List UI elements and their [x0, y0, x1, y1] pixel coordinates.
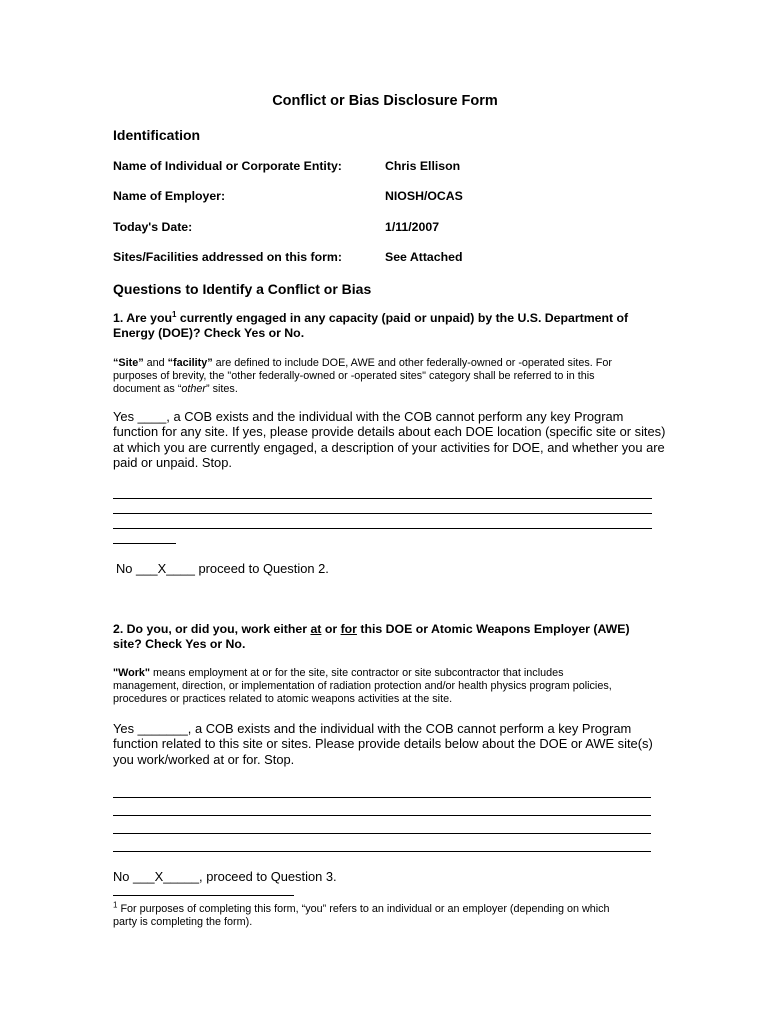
q1-answer-line-3[interactable]	[113, 528, 652, 529]
field-value-name: Chris Ellison	[385, 159, 461, 173]
field-label-date: Today's Date:	[113, 220, 193, 234]
q1-answer-line-1[interactable]	[113, 498, 652, 499]
q1-answer-line-2[interactable]	[113, 513, 652, 514]
field-label-employer: Name of Employer:	[113, 189, 226, 203]
footnote: $^1$ For purposes of completing this form, “you” refers to an individual or an employer (depending on which party is completing the form).	[113, 900, 610, 929]
q2-no-option: No ___X_____, proceed to Question 3.	[113, 869, 337, 884]
field-value-employer: NIOSH/OCAS	[385, 189, 463, 203]
question-1-line-1: 1. Are you$^1$ currently engaged in any capacity (paid or unpaid) by the U.S. Department of	[113, 309, 629, 325]
field-label-name: Name of Individual or Corporate Entity:	[113, 159, 342, 173]
identification-heading: Identification	[113, 127, 201, 143]
q1-yes-option: Yes ____, a COB exists and the individual with the COB cannot perform any key Program function for any site. If yes, please provide details about each DOE location (specific site or sites) at which you are currently engaged, a description of your activities for DOE, and whether you are paid or unpaid. Stop.	[113, 409, 666, 471]
questions-heading: Questions to Identify a Conflict or Bias	[113, 281, 372, 297]
q2-answer-line-2[interactable]	[113, 815, 651, 816]
question-2	[113, 622, 673, 652]
q2-answer-line-1[interactable]	[113, 797, 651, 798]
site-definition: “Site” and “facility” are defined to include DOE, AWE and other federally-owned or -operated sites. For purposes of brevity, the "other federally-owned or -operated sites" category shall be referred to in this document as “other” sites.	[113, 357, 612, 396]
page-title: Conflict or Bias Disclosure Form	[272, 93, 498, 109]
footnote-ref-1: 1	[172, 309, 177, 319]
q1-no-option: No ___X____ proceed to Question 2.	[116, 561, 329, 576]
question-1	[113, 311, 673, 341]
field-value-sites: See Attached	[385, 250, 463, 264]
q1-answer-line-4[interactable]	[113, 543, 176, 544]
field-value-date: 1/11/2007	[385, 220, 440, 234]
q2-answer-line-3[interactable]	[113, 833, 651, 834]
q2-answer-line-4[interactable]	[113, 851, 651, 852]
question-1-line-2: Energy (DOE)? Check Yes or No.	[113, 326, 305, 340]
question-2-line-2: site? Check Yes or No.	[113, 637, 246, 651]
work-definition: "Work" means employment at or for the site, site contractor or site subcontractor that includes management, direction, or implementation of radiation protection and/or health physics program policies, procedures or practices related to atomic weapons activities at the site.	[113, 667, 612, 706]
footnote-separator	[113, 895, 294, 896]
field-label-sites: Sites/Facilities addressed on this form:	[113, 250, 342, 264]
question-2-line-1: 2. Do you, or did you, work either at or for this DOE or Atomic Weapons Employer (AWE)	[113, 622, 630, 636]
q1-no-checkmark[interactable]: X	[157, 561, 167, 576]
q2-yes-option: Yes _______, a COB exists and the individual with the COB cannot perform a key Program function related to this site or sites. Please provide details below about the DOE or AWE site(s) you work/worked at or for. Stop.	[113, 721, 653, 767]
q2-no-checkmark[interactable]: X	[154, 869, 164, 884]
